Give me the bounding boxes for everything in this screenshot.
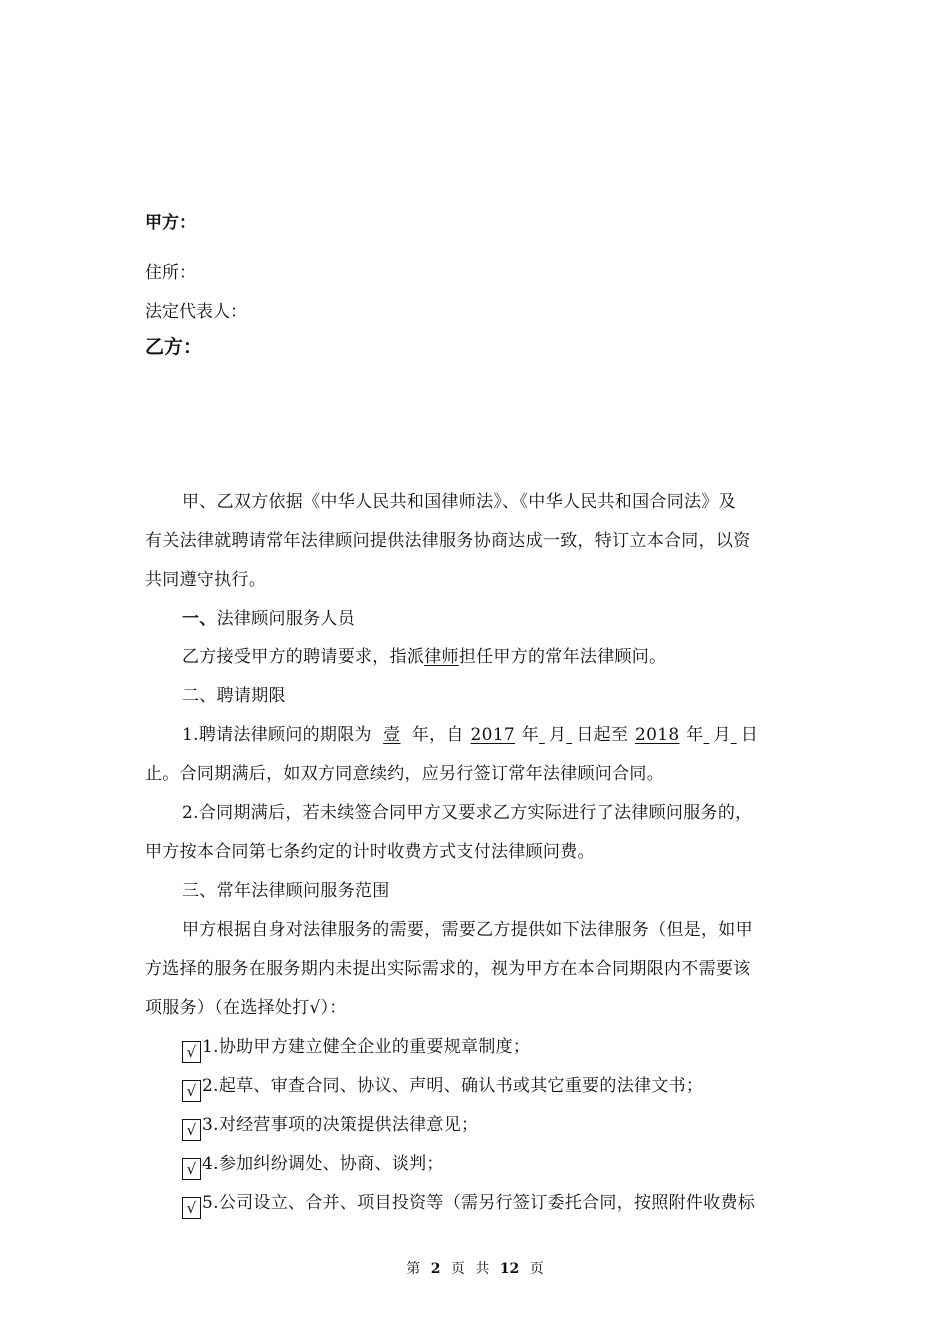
end-month-unit: 月	[713, 725, 731, 745]
start-day-unit: 日起至	[576, 725, 629, 745]
service-item-label: 5.公司设立、合并、项目投资等（需另行签订委托合同，按照附件收费标	[202, 1193, 756, 1213]
renewal-line-1: 2.合同期满后，若未续签合同甲方又要求乙方实际进行了法律顾问服务的，	[182, 803, 753, 823]
end-day-unit: 日	[740, 725, 759, 745]
party-a-legal-rep-label: 法定代表人：	[145, 302, 247, 322]
term-value: 壹	[383, 725, 401, 745]
service-item-label: 1.协助甲方建立健全企业的重要规章制度；	[202, 1037, 531, 1057]
term-year-text: 年，自	[411, 725, 464, 745]
end-year-unit: 年	[686, 725, 704, 745]
section-1-heading	[182, 604, 355, 629]
footer-pre: 第	[406, 1261, 421, 1277]
intro-line-2: 有关法律就聘请常年法律顾问提供法律服务协商达成一致，特订立本合同，以资	[145, 531, 751, 551]
renewal-line-2: 甲方按本合同第七条约定的计时收费方式支付法律顾问费。	[145, 842, 595, 862]
lawyer-name-blank: 律师	[424, 647, 459, 667]
party-a-address-label: 住所：	[145, 263, 196, 283]
term-prefix: 1.聘请法律顾问的期限为	[182, 725, 372, 745]
checkbox-checked[interactable]: √	[182, 1080, 201, 1102]
intro-line-3: 共同遵守执行。	[145, 570, 267, 590]
section-1-number: 一、	[182, 609, 217, 629]
end-year: 2018	[635, 725, 680, 745]
service-item	[182, 1188, 755, 1219]
scope-intro-line-3: 项服务）（在选择处打√）：	[145, 998, 347, 1018]
term-line-2: 止。合同期满后，如双方同意续约，应另行签订常年法律顾问合同。	[145, 764, 664, 784]
checkbox-checked[interactable]: √	[182, 1158, 201, 1180]
party-b-label: 乙方：	[145, 336, 203, 358]
start-day-blank	[566, 725, 576, 745]
start-month-unit: 月	[549, 725, 567, 745]
service-item	[182, 1071, 703, 1102]
section-2-heading: 二、聘请期限	[182, 686, 286, 706]
section-1-text-after: 担任甲方的常年法律顾问。	[458, 647, 667, 667]
service-item	[182, 1110, 478, 1141]
page-footer	[0, 1258, 950, 1278]
section-1-text	[182, 642, 666, 667]
service-item	[182, 1149, 444, 1180]
term-line-1	[182, 720, 758, 745]
end-month-blank	[704, 725, 714, 745]
service-item	[182, 1032, 530, 1063]
checkbox-checked[interactable]: √	[182, 1119, 201, 1141]
section-3-heading: 三、常年法律顾问服务范围	[182, 881, 390, 901]
footer-post: 页	[529, 1261, 544, 1277]
footer-page-number: 2	[430, 1261, 441, 1277]
party-a-label: 甲方：	[145, 213, 196, 233]
scope-intro-line-1: 甲方根据自身对法律服务的需要，需要乙方提供如下法律服务（但是，如甲	[182, 920, 753, 940]
footer-total-pages: 12	[499, 1261, 520, 1277]
service-item-label: 3.对经营事项的决策提供法律意见；	[202, 1115, 479, 1135]
start-year-unit: 年	[521, 725, 540, 745]
section-1-text-before: 乙方接受甲方的聘请要求，指派	[182, 647, 425, 667]
start-month-blank	[539, 725, 549, 745]
end-day-blank	[731, 725, 741, 745]
footer-mid: 页 共	[450, 1261, 490, 1277]
checkbox-checked[interactable]: √	[182, 1197, 201, 1219]
service-item-label: 4.参加纠纷调处、协商、谈判；	[202, 1154, 444, 1174]
section-1-title: 法律顾问服务人员	[216, 609, 356, 629]
service-item-label: 2.起草、审查合同、协议、声明、确认书或其它重要的法律文书；	[202, 1076, 704, 1096]
start-year: 2017	[470, 725, 515, 745]
intro-line-1: 甲、乙双方依据《中华人民共和国律师法》、《中华人民共和国合同法》及	[182, 492, 736, 512]
scope-intro-line-2: 方选择的服务在服务期内未提出实际需求的，视为甲方在本合同期限内不需要该	[145, 959, 751, 979]
checkbox-checked[interactable]: √	[182, 1041, 201, 1063]
